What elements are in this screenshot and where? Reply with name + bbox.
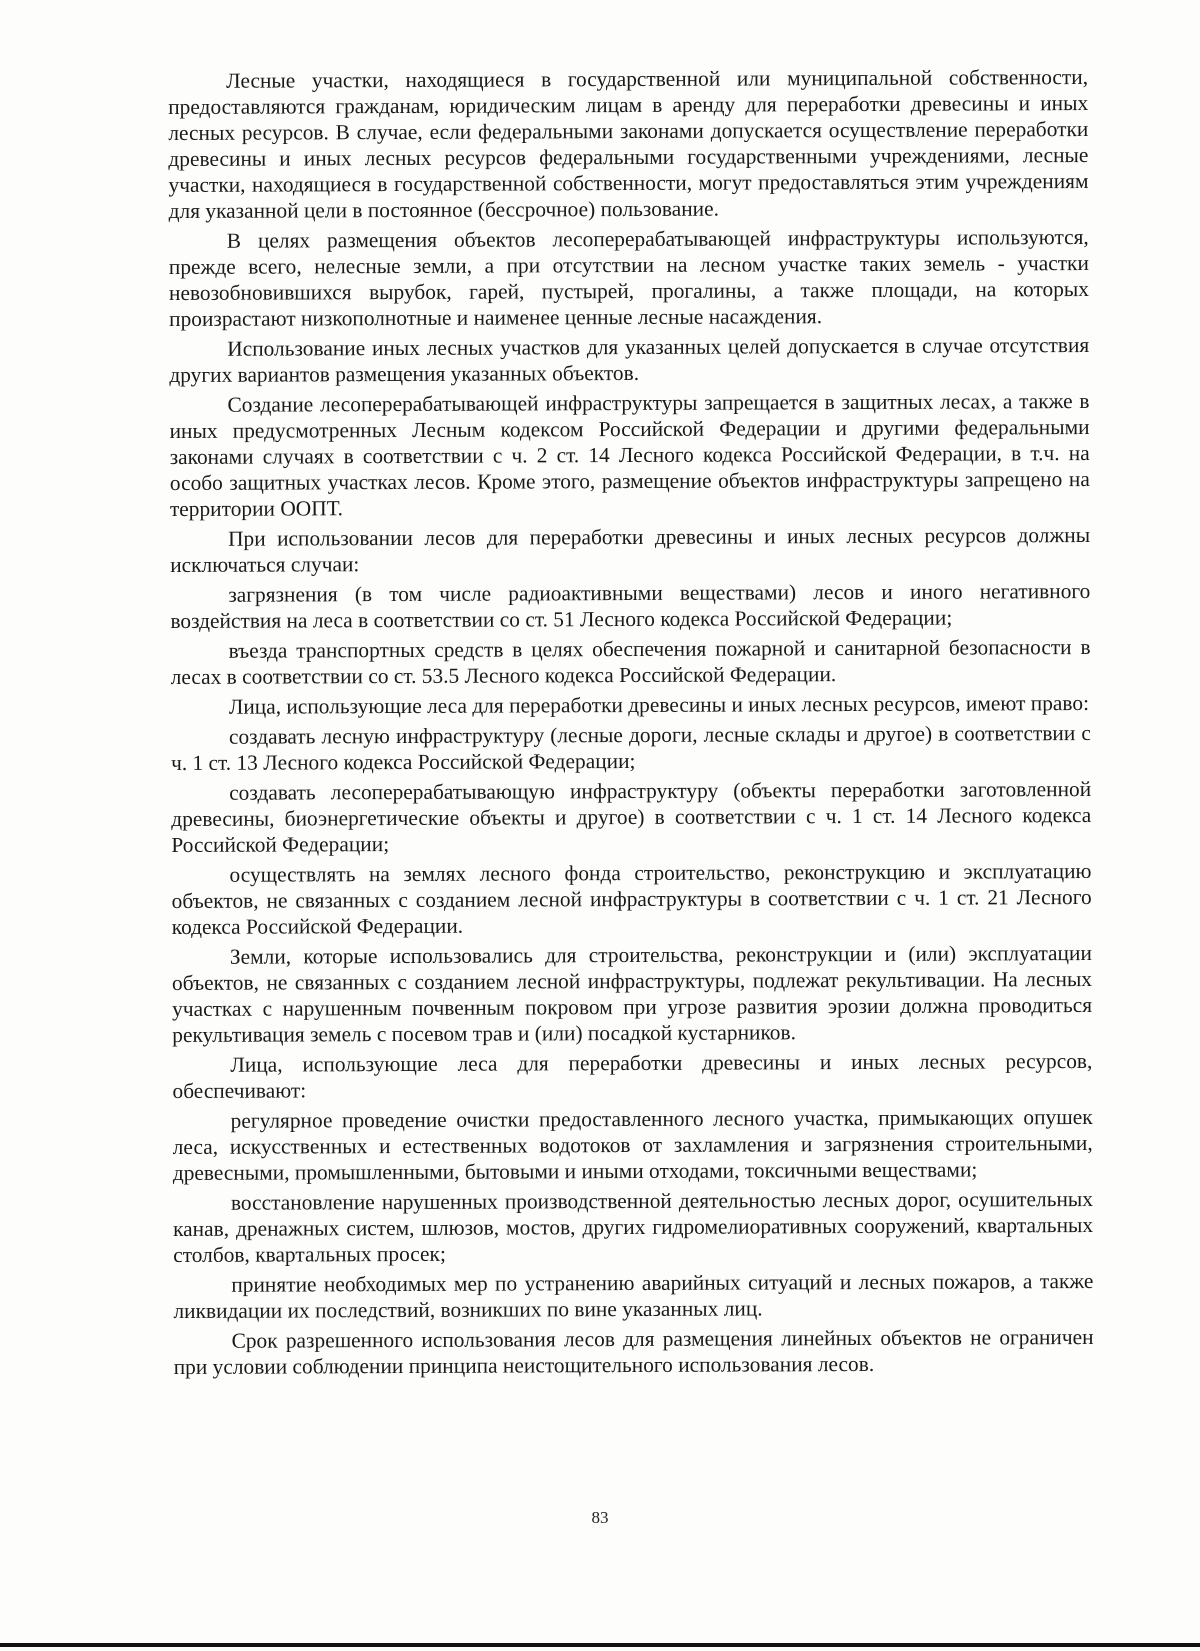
document-body [168, 64, 1094, 1384]
page-number: 83 [591, 1508, 609, 1527]
paragraph: При использовании лесов для переработки древесины и иных лесных ресурсов должны исключаться случаи: [170, 522, 1091, 577]
list-item: загрязнения (в том числе радиоактивными веществами) лесов и иного негативного воздействия на леса в соответствии со ст. 51 Лесного кодекса Российской Федерации; [170, 578, 1091, 633]
paragraph: Лица, использующие леса для переработки древесины и иных лесных ресурсов, имеют право: [228, 690, 1090, 719]
list-item: въезда транспортных средств в целях обеспечения пожарной и санитарной безопасности в лесах в соответствии со ст. 53.5 Лесного кодекса Российской Федерации. [170, 634, 1091, 689]
paragraph: Лесные участки, находящиеся в государственной или муниципальной собственности, предоставляются гражданам, юридическим лицам в аренду для переработки древесины и иных лесных ресурсов. В случае, если федеральными законами допускается осуществление переработки древесины и иных лесных ресурсов федеральными государственными учреждениями, лесные участки, находящиеся в государственной собственности, могут предоставляться этим учреждениям для указанной цели в постоянное (бессрочное) пользование. [168, 64, 1089, 223]
list-item: принятие необходимых мер по устранению аварийных ситуаций и лесных пожаров, а также ликвидации их последствий, возникших по вине указанных лиц. [173, 1268, 1094, 1323]
paragraph: Срок разрешенного использования лесов для размещения линейных объектов не ограничен при условии соблюдении принципа неистощительного использования лесов. [173, 1324, 1094, 1379]
list-item: восстановление нарушенных производственной деятельностью лесных дорог, осушительных канав, дренажных систем, шлюзов, мостов, других гидромелиоративных сооружений, квартальных столбов, квартальных просек; [173, 1186, 1094, 1267]
paragraph: Лица, использующие леса для переработки древесины и иных лесных ресурсов, обеспечивают: [172, 1048, 1093, 1103]
list-item: создавать лесную инфраструктуру (лесные дороги, лесные склады и другое) в соответствии с ч. 1 ст. 13 Лесного кодекса Российской Федерации; [170, 720, 1091, 775]
paragraph: В целях размещения объектов лесоперерабатывающей инфраструктуры используются, прежде всего, нелесные земли, а при отсутствии на лесном участке таких земель - участки невозобновившихся вырубок, гарей, пустырей, прогалины, а также площади, на которых произрастают низкополнотные и наименее ценные лесные насаждения. [168, 224, 1090, 331]
paragraph: Использование иных лесных участков для указанных целей допускается в случае отсутствия других вариантов размещения указанных объектов. [169, 332, 1090, 387]
scan-edge-line [0, 1643, 1200, 1647]
paragraph: Земли, которые использовались для строительства, реконструкции и (или) эксплуатации объектов, не связанных с созданием лесной инфраструктуры, подлежат рекультивации. На лесных участках с нарушенным почвенным покровом при угрозе развития эрозии должна проводиться рекультивация земель с посевом трав и (или) посадкой кустарников. [171, 940, 1093, 1047]
paragraph: Создание лесоперерабатывающей инфраструктуры запрещается в защитных лесах, а также в иных предусмотренных Лесным кодексом Российской Федерации и другими федеральными законами случаях в соответствии с ч. 2 ст. 14 Лесного кодекса Российской Федерации, в т.ч. на особо защитных участках лесов. Кроме этого, размещение объектов инфраструктуры запрещено на территории ООПТ. [169, 388, 1090, 521]
list-item: создавать лесоперерабатывающую инфраструктуру (объекты переработки заготовленной древесины, биоэнергетические объекты и другое) в соответствии с ч. 1 ст. 14 Лесного кодекса Российской Федерации; [171, 776, 1092, 857]
list-item: регулярное проведение очистки предоставленного лесного участка, примыкающих опушек леса, искусственных и естественных водотоков от захламления и загрязнения строительными, древесными, промышленными, бытовыми и иными отходами, токсичными веществами; [172, 1104, 1093, 1185]
list-item: осуществлять на землях лесного фонда строительство, реконструкцию и эксплуатацию объектов, не связанных с созданием лесной инфраструктуры в соответствии с ч. 1 ст. 21 Лесного кодекса Российской Федерации. [171, 858, 1092, 939]
